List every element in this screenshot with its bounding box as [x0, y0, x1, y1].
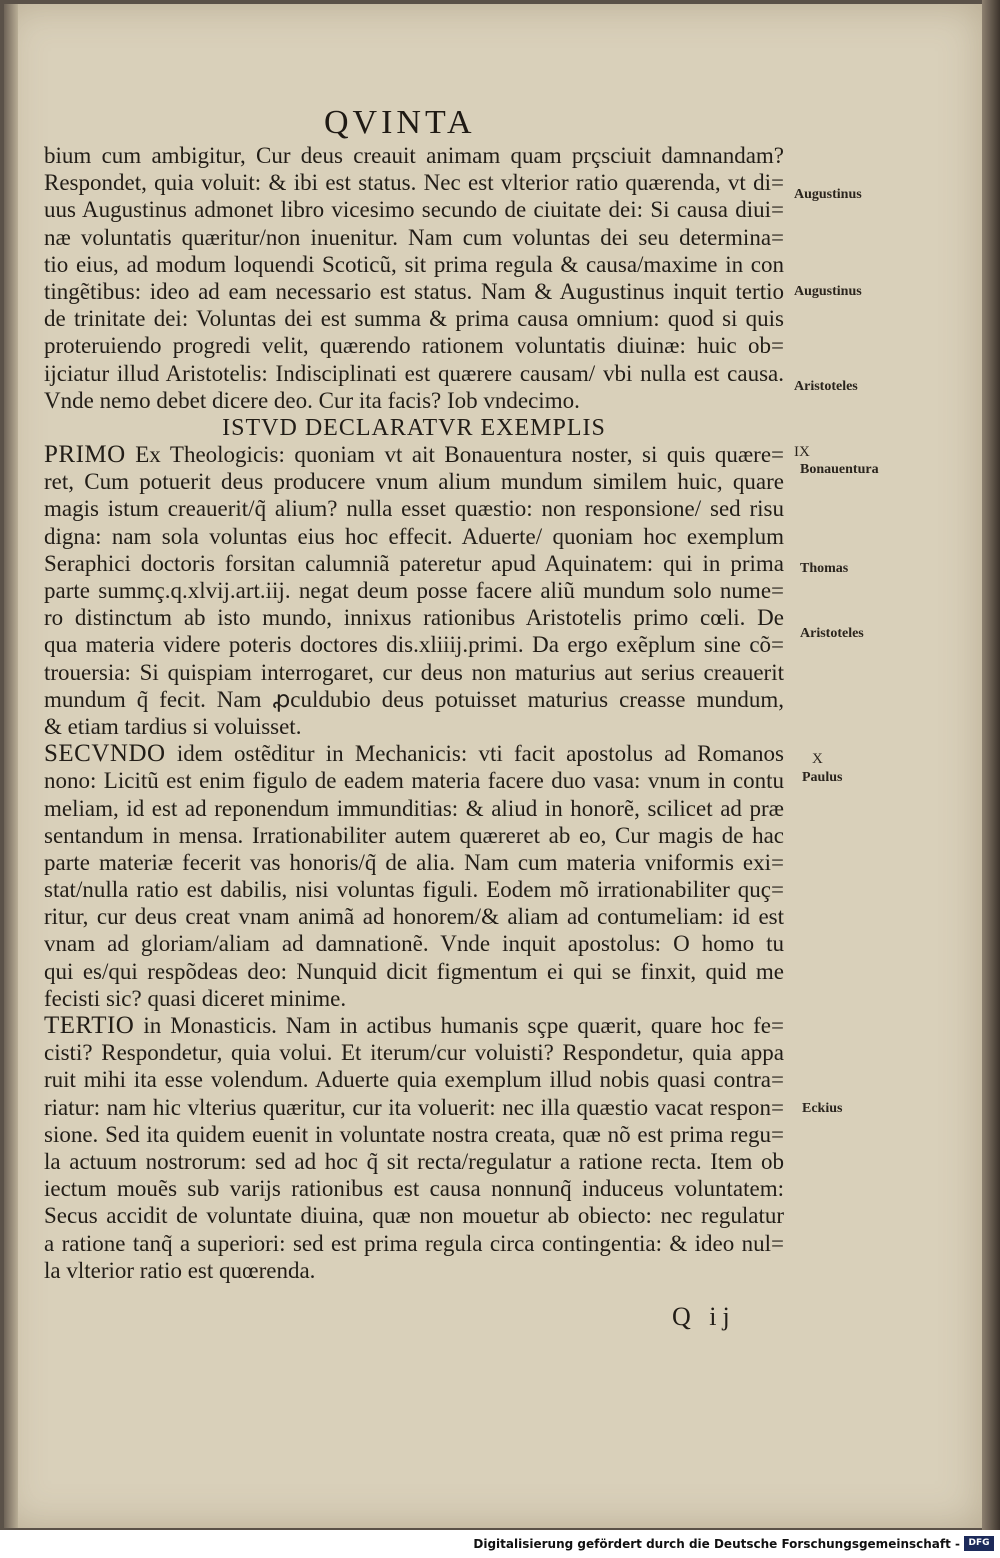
text-line: meliam, id est ad reponendum immunditias: & aliud in honorẽ, scilicet ad præ [44, 795, 784, 821]
text-line: tingẽtibus: ideo ad eam necessario est status. Nam & Augustinus inquit tertio [44, 278, 784, 304]
text-line: qua materia videre poteris doctores dis.xliiij.primi. Da ergo exẽplum sine cõ= [44, 632, 784, 658]
text-line: sione. Sed ita quidem euenit in voluntate nostra creata, quæ nõ est prima regu= [44, 1121, 784, 1147]
text-line: digna: nam sola voluntas eius hoc effecit. Aduerte/ quoniam hoc exemplum [44, 523, 784, 549]
dfg-logo: DFG [964, 1536, 994, 1551]
margin-note: Bonauentura [800, 462, 879, 477]
margin-note: Augustinus [794, 187, 862, 202]
text-line: tio eius, ad modum loquendi Scoticũ, sit prima regula & causa/maxime in con [44, 251, 784, 277]
margin-note: Aristoteles [800, 626, 864, 641]
margin-chapter-number: IX [794, 444, 810, 460]
text-line: ruit mihi ita esse volendum. Aduerte quia exemplum illud nobis quasi contra= [44, 1067, 784, 1093]
text-line: trouersia: Si quispiam interrogaret, cur deus non maturius aut serius creauerit [44, 659, 784, 685]
margin-note: Eckius [802, 1101, 843, 1116]
margin-note: Augustinus [794, 284, 862, 299]
text-line: mundum q̃ fecit. Nam ꝓculdubio deus potuisset maturius creasse mundum, [44, 686, 784, 712]
page-gutter [4, 4, 18, 1528]
text-line: uus Augustinus admonet libro vicesimo secundo de ciuitate dei: Si causa diui= [44, 197, 784, 223]
signature-mark: Q ij [672, 1302, 736, 1331]
margin-note: Paulus [802, 770, 843, 785]
text-line: stat/nulla ratio est dabilis, nisi voluntas figuli. Eodem mõ irrationabiliter quç= [44, 877, 784, 903]
text-line: iectum mouẽs sub varijs rationibus est causa nonnunq̃ induceus voluntatem: [44, 1176, 784, 1202]
text-line: næ voluntatis quæritur/non inuenitur. Nam cum voluntas dei seu determina= [44, 224, 784, 250]
section-lead-word: SECVNDO [44, 740, 166, 768]
section-lead-word: PRIMO [44, 441, 126, 469]
margin-note: Aristoteles [794, 379, 858, 394]
page-title: QVINTA [324, 104, 476, 141]
text-line: fecisti sic? quasi diceret minime. [44, 985, 347, 1011]
book-page [4, 4, 982, 1528]
text-line: riatur: nam hic vlterius quæritur, cur ita voluerit: nec illa quæstio vacat respon= [44, 1094, 784, 1120]
text-line: qui es/qui respõdeas deo: Nunquid dicit figmentum ei qui se finxit, quid me [44, 958, 784, 984]
text-line: nono: Licitũ est enim figulo de eadem materia facere duo vasa: vnum in contu [44, 768, 784, 794]
text-line: parte materiæ fecerit vas honoris/q̃ de alia. Nam cum materia vniformis exi= [44, 849, 784, 875]
text-line: parte summç.q.xlvij.art.iij. negat deum posse facere aliũ mundum solo nume= [44, 578, 784, 603]
text-line: la actuum nostrorum: sed ad hoc q̃ sit recta/regulatur a ratione recta. Item ob [44, 1148, 784, 1174]
text-line: ritur, cur deus creat vnam animã ad honorem/& aliam ad contumeliam: id est [44, 904, 784, 930]
text-line: a ratione tanq̃ a superiori: sed est prima regula circa contingentia: & ideo nul= [44, 1230, 784, 1256]
text-line: ijciatur illud Aristotelis: Indisciplinati est quærere causam/ vbi nulla est causa. [44, 360, 784, 386]
margin-chapter-number: X [812, 751, 823, 767]
footer-bar [0, 1530, 1000, 1558]
text-line: la vlterior ratio est quœrenda. [44, 1257, 316, 1283]
text-line: SECVNDO idem ostẽditur in Mechanicis: vti facit apostolus ad Romanos [44, 740, 785, 768]
text-line: cisti? Respondetur, quia volui. Et iterum/cur voluisti? Respondetur, quia appa [44, 1040, 784, 1066]
text-line: Vnde nemo debet dicere deo. Cur ita facis? Iob vndecimo. [44, 387, 580, 413]
section-lead-word: TERTIO [44, 1012, 135, 1039]
text-line: de trinitate dei: Voluntas dei est summa & prima causa omnium: quod si quis [44, 306, 784, 332]
section-heading: ISTVD DECLARATVR EXEMPLIS [222, 414, 606, 441]
text-line: ret, Cum potuerit deus producere vnum alium mundum similem huic, quare [44, 469, 784, 495]
text-line: ro distinctum ab isto mundo, innixus rationibus Aristotelis primo cœli. De [44, 605, 784, 631]
footer-credit: Digitalisierung gefördert durch die Deutsche Forschungsgemeinschaft - [473, 1537, 960, 1551]
text-line: Respondet, quia voluit: & ibi est status. Nec est vlterior ratio quærenda, vt di= [44, 170, 784, 196]
main-text [44, 142, 784, 1284]
margin-note: Thomas [800, 561, 849, 576]
text-line: sentandum in mensa. Irrationabiliter autem quæreret ab eo, Cur magis de hac [44, 822, 784, 848]
text-line: Secus accidit de voluntate diuina, quæ non mouetur ab obiecto: nec regulatur [44, 1203, 784, 1229]
text-line: magis istum creauerit/q̃ alium? nulla esset quæstio: non responsione/ sed risu [44, 496, 784, 522]
text-line: & etiam tardius si voluisset. [44, 713, 302, 739]
page-edge-shadow [982, 0, 1000, 1530]
text-line: proteruiendo progredi velit, quærendo rationem voluntatis diuinæ: huic ob= [44, 333, 784, 359]
text-line: TERTIO in Monasticis. Nam in actibus humanis sçpe quærit, quare hoc fe= [44, 1012, 784, 1039]
text-line: vnam ad gloriam/aliam ad damnationẽ. Vnde inquit apostolus: O homo tu [44, 931, 784, 957]
text-line: bium cum ambigitur, Cur deus creauit animam quam prçsciuit damnandam? [44, 143, 784, 168]
text-line: Seraphici doctoris forsitan calumniã pateretur apud Aquinatem: qui in prima [44, 550, 784, 576]
text-line: PRIMO Ex Theologicis: quoniam vt ait Bonauentura noster, si quis quære= [44, 441, 784, 469]
